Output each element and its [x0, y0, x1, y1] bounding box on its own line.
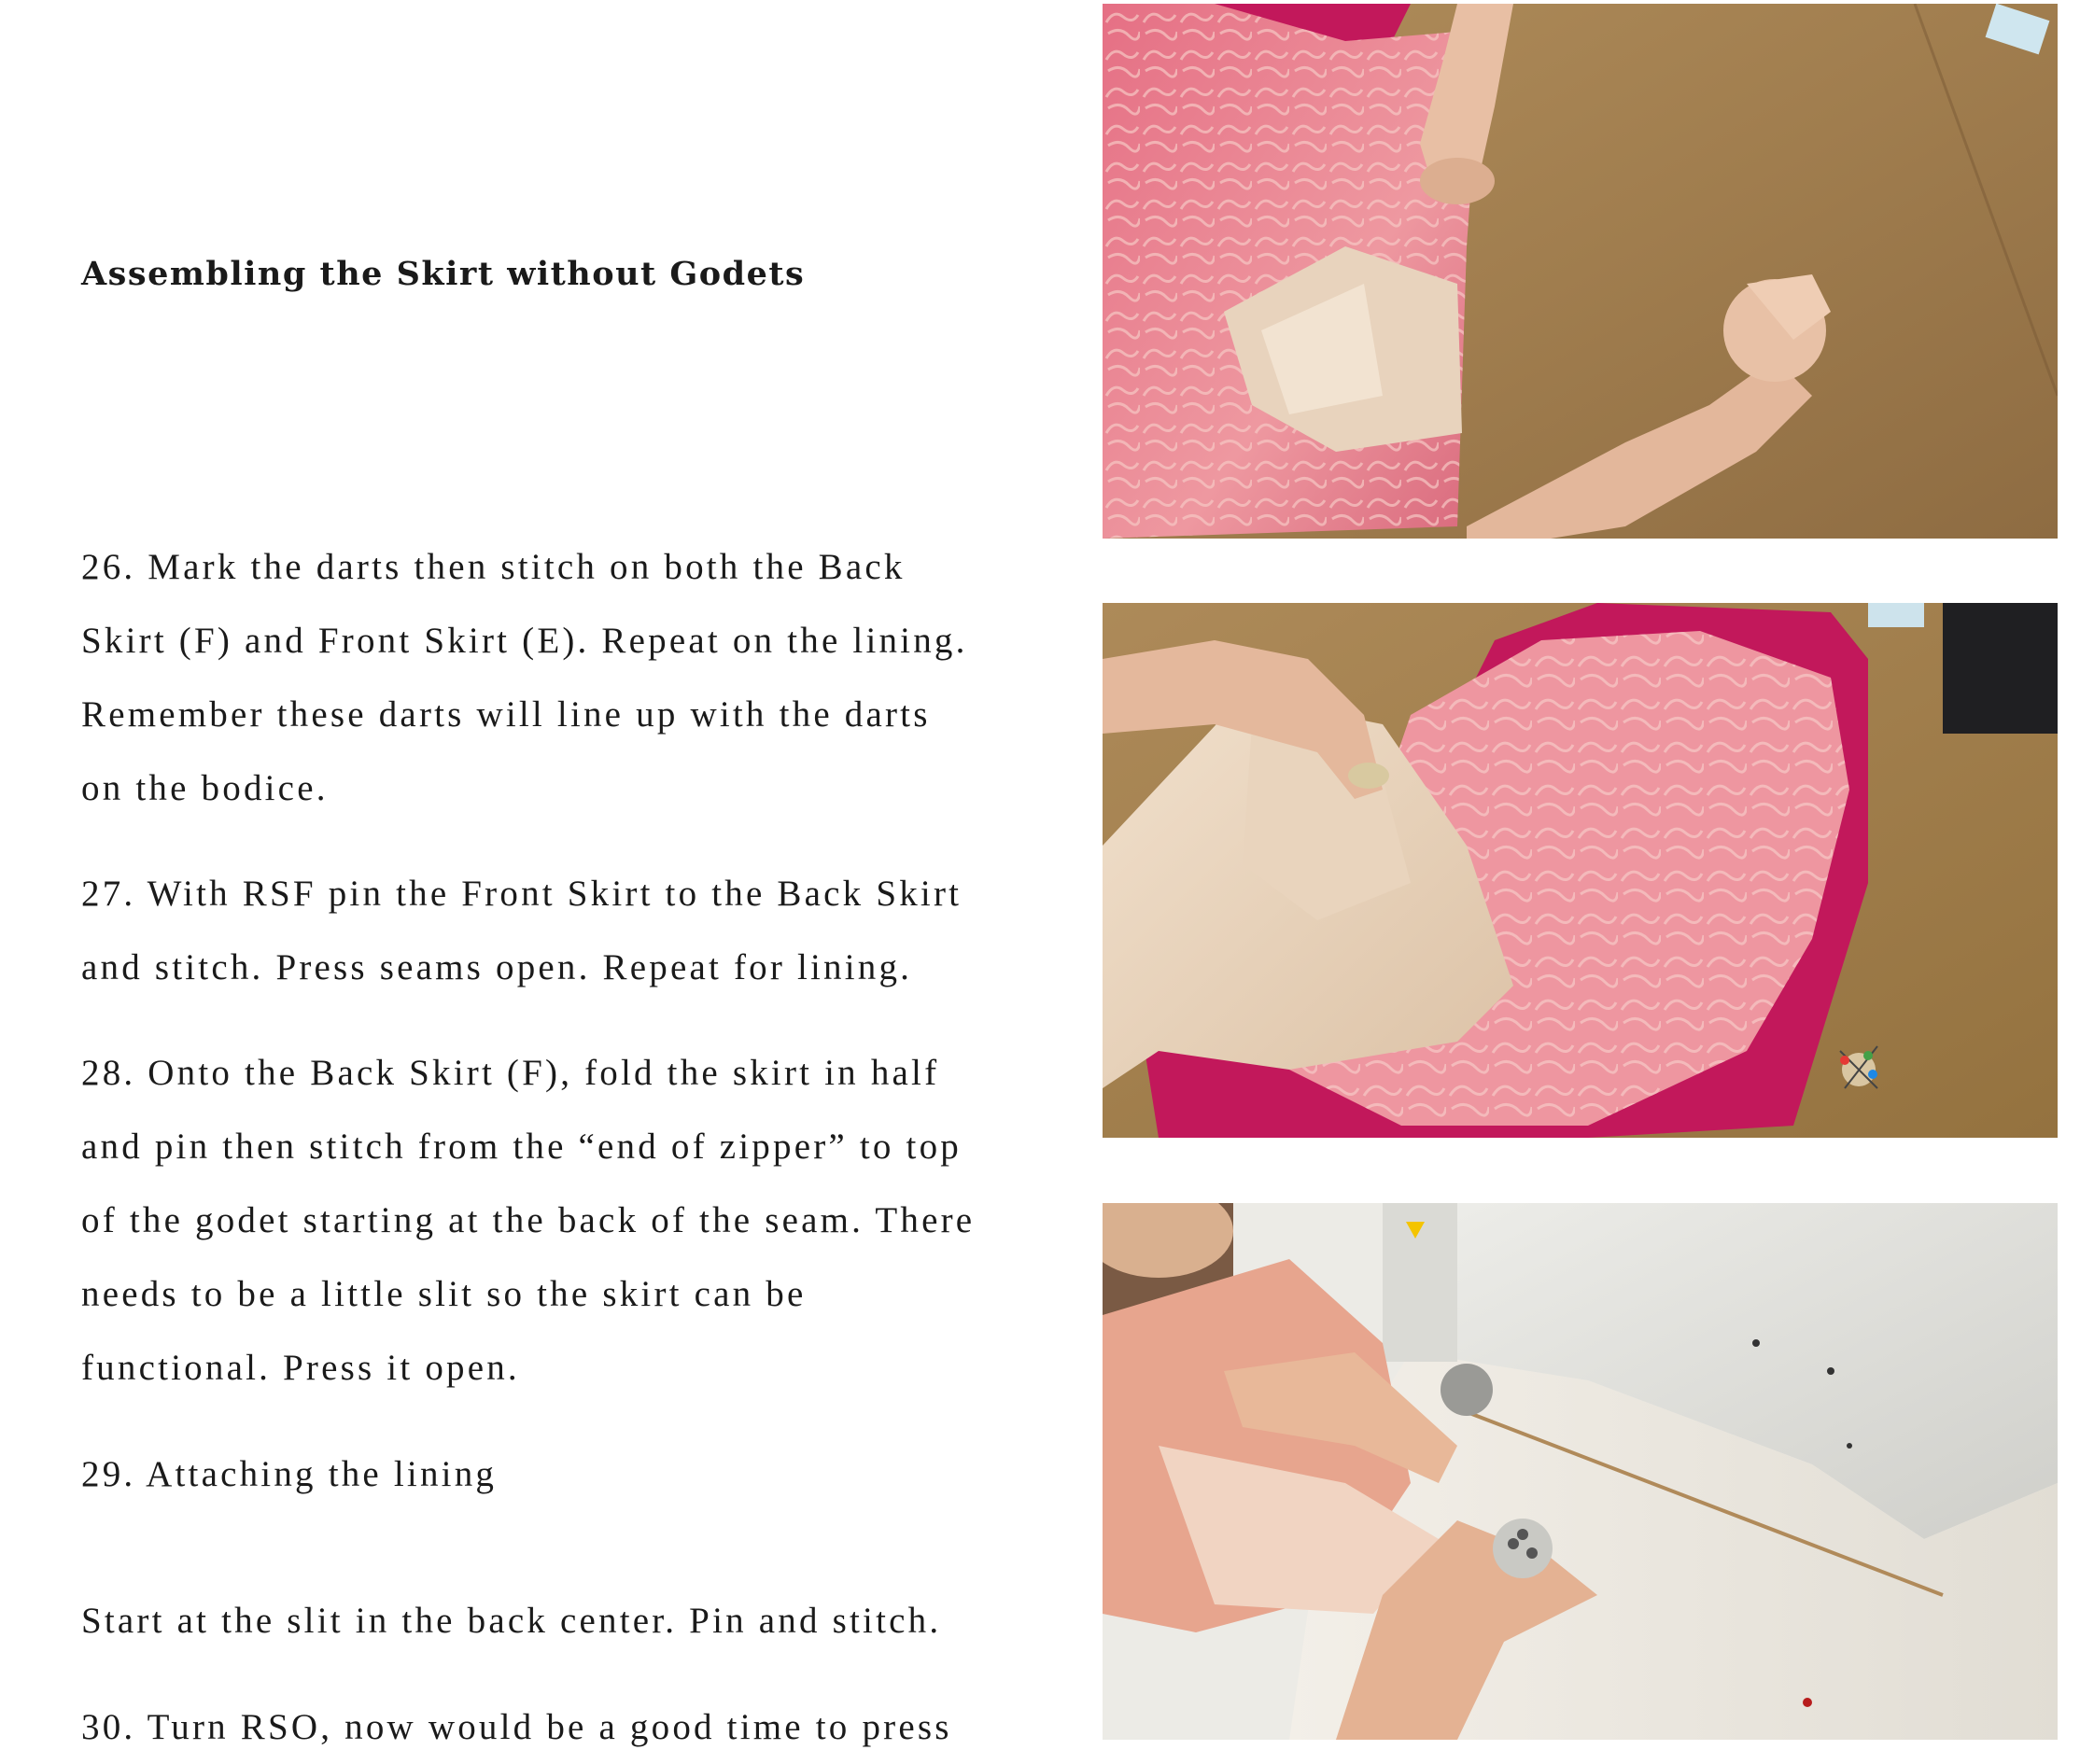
step-29-title-text: 29. Attaching the lining [81, 1454, 498, 1494]
step-28-line: and pin then stitch from the “end of zipper” to top [81, 1127, 962, 1167]
photo-pinning-skirt-on-table [1103, 4, 2058, 539]
step-26-line: Remember these darts will line up with the darts [81, 694, 931, 735]
step-27 [81, 857, 1080, 1004]
step-29-body [81, 1584, 1080, 1658]
step-28-line: 28. Onto the Back Skirt (F), fold the skirt in half [81, 1053, 940, 1093]
step-29-title [81, 1437, 1080, 1511]
step-29-body-text: Start at the slit in the back center. Pin and stitch. [81, 1601, 942, 1641]
step-26-line: on the bodice. [81, 768, 329, 808]
photo-lining-inside-skirt [1103, 603, 2058, 1138]
step-28-line: functional. Press it open. [81, 1348, 520, 1388]
step-27-line: and stitch. Press seams open. Repeat for lining. [81, 947, 913, 987]
photo-sewing-machine-stitching [1103, 1203, 2058, 1740]
step-26-line: 26. Mark the darts then stitch on both the Back [81, 547, 906, 587]
step-30-line: 30. Turn RSO, now would be a good time to press [81, 1707, 952, 1747]
step-28-line: of the godet starting at the back of the seam. There [81, 1200, 976, 1240]
step-30 [81, 1690, 1080, 1764]
step-28-line: needs to be a little slit so the skirt can be [81, 1274, 807, 1314]
step-28 [81, 1036, 1080, 1405]
step-27-line: 27. With RSF pin the Front Skirt to the Back Skirt [81, 874, 963, 914]
section-heading: Assembling the Skirt without Godets [81, 255, 806, 293]
step-26 [81, 530, 1080, 825]
step-26-line: Skirt (F) and Front Skirt (E). Repeat on the lining. [81, 621, 968, 661]
